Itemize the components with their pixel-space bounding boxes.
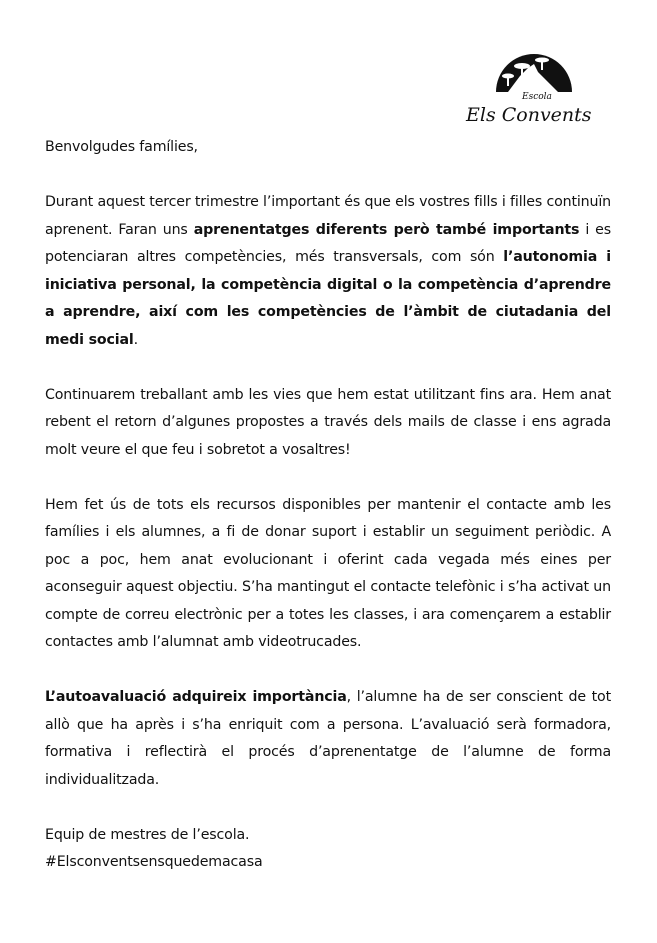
logo-top-text: Escola: [522, 92, 552, 102]
logo-main-text: Els Convents: [466, 104, 592, 126]
p4-bold: L’autoavaluació adquireix importància: [45, 689, 347, 705]
p1-text-a: Durant aquest tercer trimestre l’important és que els vostres fills i filles continuïn aprenent. Faran uns: [45, 194, 611, 238]
school-logo: [462, 48, 612, 130]
paragraph-1: [45, 189, 611, 354]
p1-text-c: i es potenciaran altres competències, més transversals, com són: [45, 221, 611, 265]
paragraph-4: [45, 684, 611, 794]
greeting: Benvolgudes famílies,: [45, 139, 198, 155]
paragraph-3: Hem fet ús de tots els recursos disponibles per mantenir el contacte amb les famílies i els alumnes, a fi de donar suport i establir un seguiment periòdic. A poc a poc, hem anat evolucionant i oferint cada vegada més eines per aconseguir aquest objectiu. S’ha mantingut el contacte telefònic i s’ha activat un compte de correu electrònic per a totes les classes, i ara començarem a establir contactes amb l’alumnat amb videotrucades.: [45, 496, 611, 650]
paragraph-2: Continuarem treballant amb les vies que hem estat utilitzant fins ara. Hem anat rebent el retorn d’algunes propostes a través dels mails de classe i ens agrada molt veure el que feu i sobretot a vosaltres!: [45, 386, 611, 458]
letter-body: [45, 134, 611, 877]
p1-bold-1: aprenentatges diferents però també importants: [193, 221, 580, 238]
p4-text: , l’alumne ha de ser conscient de tot allò que ha après i s’ha enriquit com a persona. L’avaluació serà formadora, formativa i reflectirà el procés d’aprenentatge de l’alumne de forma individualitzada.: [45, 689, 612, 788]
hashtag: #Elsconventsensquedemacasa: [45, 854, 263, 870]
signature: Equip de mestres de l’escola.: [45, 826, 250, 843]
p1-text-d: .: [133, 331, 138, 348]
p1-bold-2: l’autonomia i iniciativa personal, la competència digital o la competència d’aprendre a aprendre, així com les competències de l’àmbit de ciutadania del medi social: [45, 249, 611, 348]
